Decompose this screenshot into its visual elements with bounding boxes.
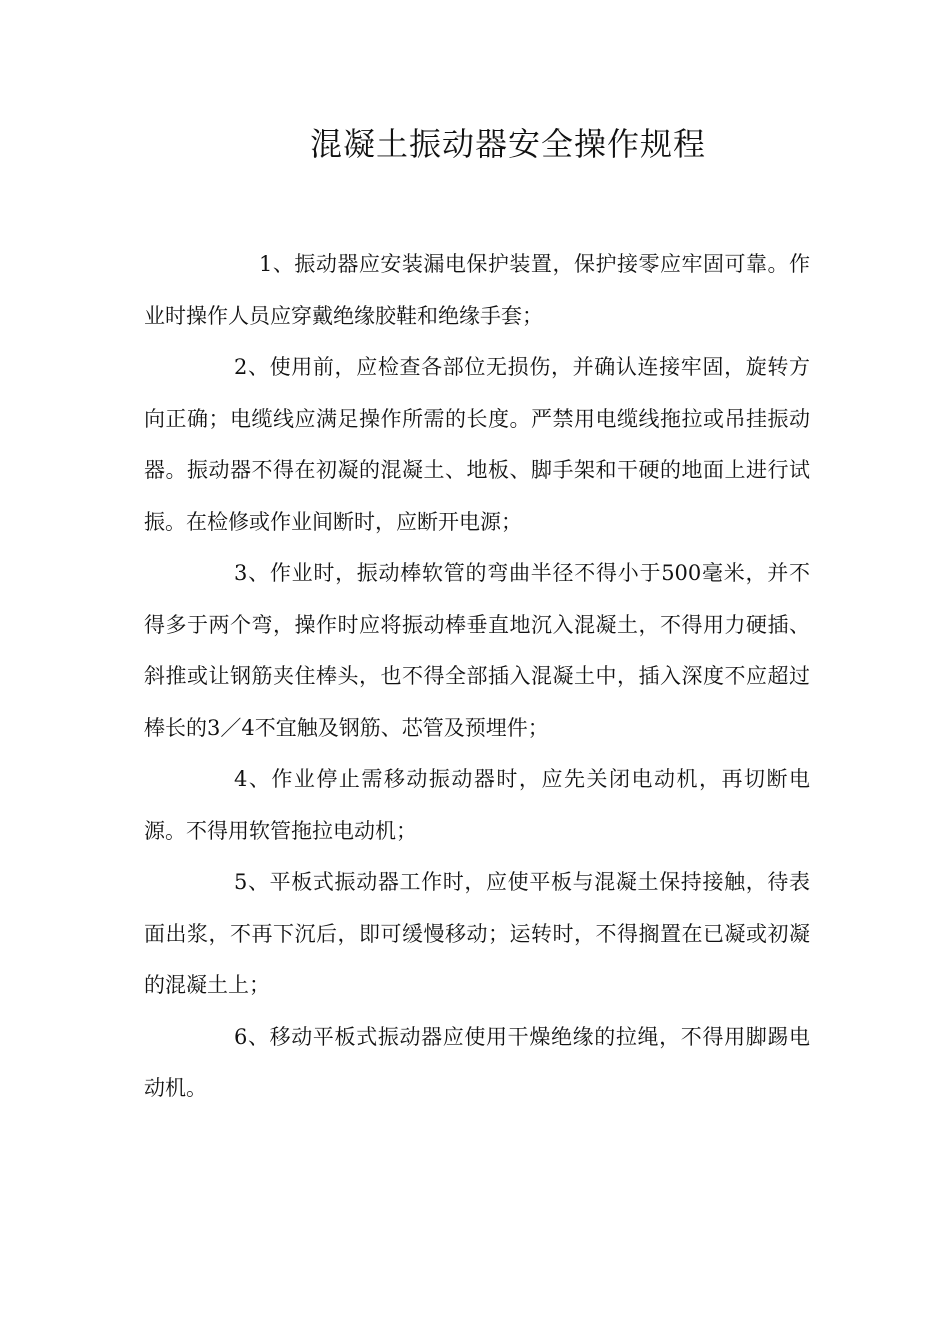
document-body: [144, 239, 810, 1115]
paragraph-6: 6、移动平板式振动器应使用干燥绝缘的拉绳，不得用脚踢电动机。: [144, 1024, 810, 1100]
paragraph-3: 3、作业时，振动棒软管的弯曲半径不得小于500毫米，并不得多于两个弯，操作时应将振动棒垂直地沉入混凝土，不得用力硬插、斜推或让钢筋夹住棒头，也不得全部插入混凝土中，插入深度不应超过棒长的3／4不宜触及钢筋、芯管及预埋件；: [144, 561, 810, 740]
document-title: 混凝土振动器安全操作规程: [309, 125, 706, 163]
paragraph-1: 1、振动器应安装漏电保护装置，保护接零应牢固可靠。作业时操作人员应穿戴绝缘胶鞋和绝缘手套；: [144, 252, 810, 328]
paragraph-5: 5、平板式振动器工作时，应使平板与混凝土保持接触，待表面出浆，不再下沉后，即可缓慢移动；运转时，不得搁置在已凝或初凝的混凝土上；: [144, 870, 810, 997]
paragraph-2: 2、使用前，应检查各部位无损伤，并确认连接牢固，旋转方向正确；电缆线应满足操作所需的长度。严禁用电缆线拖拉或吊挂振动器。振动器不得在初凝的混凝土、地板、脚手架和干硬的地面上进行试振。在检修或作业间断时，应断开电源；: [144, 355, 810, 534]
paragraph-4: 4、作业停止需移动振动器时，应先关闭电动机，再切断电源。不得用软管拖拉电动机；: [144, 767, 810, 843]
